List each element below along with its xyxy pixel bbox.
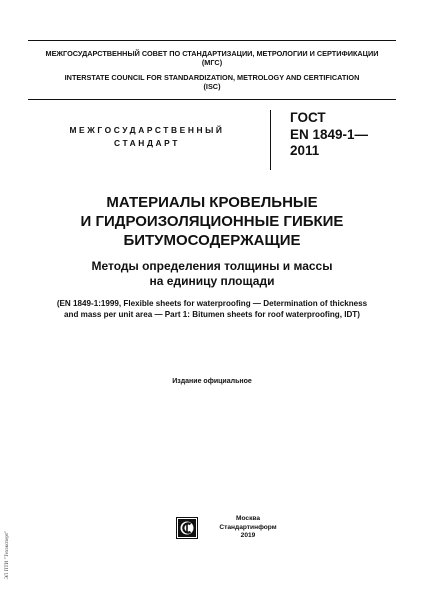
council-name-ru: МЕЖГОСУДАРСТВЕННЫЙ СОВЕТ ПО СТАНДАРТИЗАЦИИ, МЕТРОЛОГИИ И СЕРТИФИКАЦИИ (45, 49, 379, 58)
english-title-line1: (EN 1849-1:1999, Flexible sheets for waterproofing — Determination of thickness (56, 299, 368, 308)
subtitle-line2: на единицу площади (149, 274, 275, 288)
standard-type-line1: МЕЖГОСУДАРСТВЕННЫЙ (69, 125, 225, 135)
standard-type-line2: СТАНДАРТ (114, 138, 180, 148)
side-watermark-text: ЭЛ ПТИ "Техэксперт" (4, 530, 10, 580)
title-block (40, 193, 384, 320)
document-title (40, 193, 384, 250)
edition-label: Издание официальное (172, 378, 252, 385)
title-line3: БИТУМОСОДЕРЖАЩИЕ (123, 232, 301, 249)
council-abbr-en: (ISC) (203, 82, 221, 92)
title-line2: И ГИДРОИЗОЛЯЦИОННЫЕ ГИБКИЕ (80, 213, 344, 230)
publisher-year: 2019 (240, 532, 256, 540)
english-title (30, 299, 394, 320)
standard-designation (290, 110, 368, 160)
publisher-text (200, 515, 296, 541)
designation-row (28, 110, 396, 172)
council-abbr-ru: (МГС) (201, 58, 223, 68)
subtitle-line1: Методы определения толщины и массы (91, 259, 333, 273)
document-subtitle (40, 259, 384, 289)
publisher-name: Стандартинформ (219, 523, 277, 531)
standard-type (28, 124, 266, 150)
publisher-block (176, 515, 296, 555)
designation-line1: ГОСТ (290, 110, 326, 125)
publisher-logo-icon (176, 517, 198, 539)
publisher-city: Москва (235, 515, 261, 522)
council-name-en: INTERSTATE COUNCIL FOR STANDARDIZATION, METROLOGY AND CERTIFICATION (64, 72, 360, 82)
vertical-divider (270, 110, 271, 170)
designation-line3: 2011 (290, 143, 320, 158)
council-header (28, 40, 396, 100)
english-title-line2: and mass per unit area — Part 1: Bitumen sheets for roof waterproofing, IDT) (64, 309, 360, 319)
side-watermark (2, 520, 12, 596)
title-line1: МАТЕРИАЛЫ КРОВЕЛЬНЫЕ (106, 194, 318, 211)
designation-line2: EN 1849-1— (290, 126, 369, 142)
